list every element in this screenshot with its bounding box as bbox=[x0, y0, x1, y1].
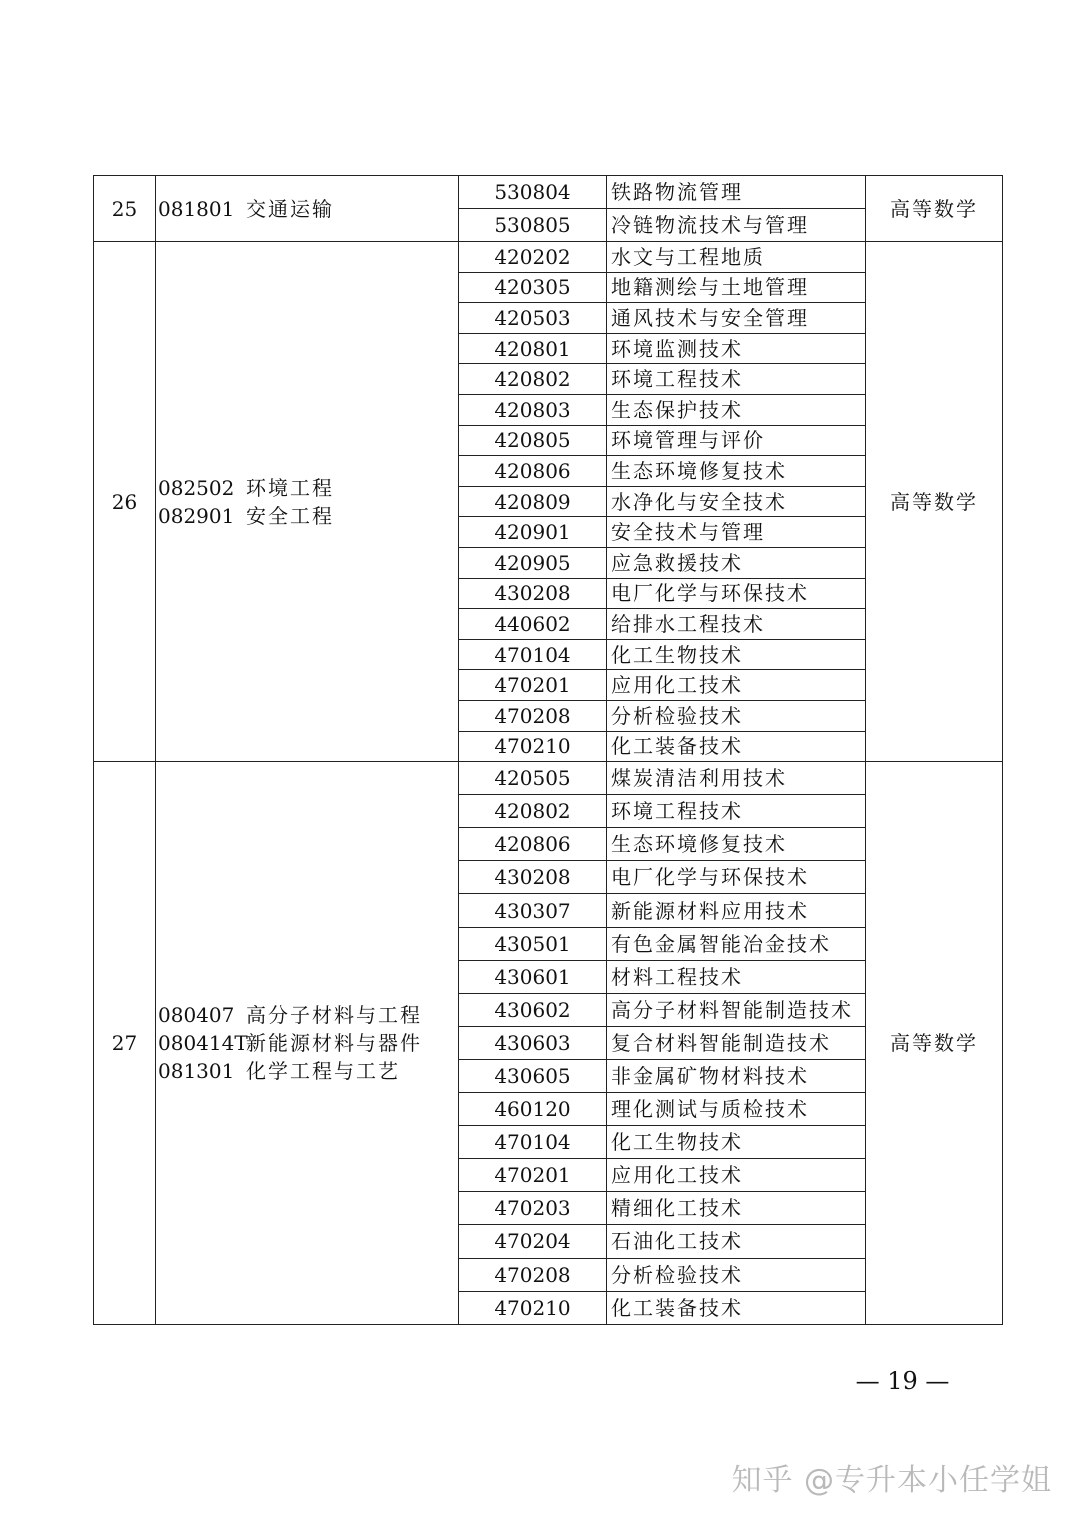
vocational-major-code: 470104 bbox=[459, 639, 607, 670]
group-number: 25 bbox=[94, 176, 156, 242]
undergrad-major-code: 080407 bbox=[158, 1002, 235, 1027]
vocational-major-code: 440602 bbox=[459, 609, 607, 640]
undergrad-major bbox=[158, 195, 458, 223]
vocational-major-name: 应用化工技术 bbox=[607, 670, 866, 701]
vocational-major-name: 环境管理与评价 bbox=[607, 425, 866, 456]
vocational-major-name: 给排水工程技术 bbox=[607, 609, 866, 640]
undergrad-major-code: 080414T bbox=[158, 1030, 248, 1055]
undergrad-major-name: 化学工程与工艺 bbox=[246, 1058, 400, 1083]
vocational-major-code: 470210 bbox=[459, 731, 607, 762]
vocational-major-name: 通风技术与安全管理 bbox=[607, 303, 866, 334]
vocational-major-name: 环境监测技术 bbox=[607, 333, 866, 364]
vocational-major-name: 生态保护技术 bbox=[607, 394, 866, 425]
undergrad-majors-cell bbox=[156, 762, 459, 1325]
vocational-major-code: 420905 bbox=[459, 547, 607, 578]
vocational-major-code: 470201 bbox=[459, 670, 607, 701]
vocational-major-code: 430208 bbox=[459, 578, 607, 609]
undergrad-major-code: 082901 bbox=[158, 503, 235, 528]
vocational-major-name: 精细化工技术 bbox=[607, 1192, 866, 1225]
undergrad-major-name: 高分子材料与工程 bbox=[246, 1002, 422, 1027]
exam-subject: 高等数学 bbox=[866, 242, 1003, 762]
vocational-major-name: 化工装备技术 bbox=[607, 731, 866, 762]
undergrad-major bbox=[158, 1029, 458, 1057]
table-body bbox=[94, 176, 1003, 1325]
vocational-major-name: 分析检验技术 bbox=[607, 1258, 866, 1291]
vocational-major-name: 理化测试与质检技术 bbox=[607, 1093, 866, 1126]
major-mapping-table bbox=[93, 175, 1003, 1325]
vocational-major-name: 环境工程技术 bbox=[607, 795, 866, 828]
undergrad-major bbox=[158, 502, 458, 530]
vocational-major-code: 420803 bbox=[459, 394, 607, 425]
vocational-major-name: 有色金属智能冶金技术 bbox=[607, 927, 866, 960]
vocational-major-name: 石油化工技术 bbox=[607, 1225, 866, 1258]
vocational-major-code: 430208 bbox=[459, 861, 607, 894]
vocational-major-code: 420806 bbox=[459, 828, 607, 861]
vocational-major-code: 470210 bbox=[459, 1291, 607, 1324]
vocational-major-name: 地籍测绘与土地管理 bbox=[607, 272, 866, 303]
vocational-major-code: 430601 bbox=[459, 960, 607, 993]
vocational-major-name: 复合材料智能制造技术 bbox=[607, 1026, 866, 1059]
exam-subject: 高等数学 bbox=[866, 762, 1003, 1325]
vocational-major-name: 安全技术与管理 bbox=[607, 517, 866, 548]
vocational-major-name: 化工生物技术 bbox=[607, 639, 866, 670]
vocational-major-name: 应急救援技术 bbox=[607, 547, 866, 578]
vocational-major-name: 冷链物流技术与管理 bbox=[607, 209, 866, 242]
vocational-major-name: 化工生物技术 bbox=[607, 1126, 866, 1159]
table-row bbox=[94, 762, 1003, 795]
vocational-major-name: 新能源材料应用技术 bbox=[607, 894, 866, 927]
vocational-major-code: 420809 bbox=[459, 486, 607, 517]
vocational-major-code: 420901 bbox=[459, 517, 607, 548]
watermark-text: 知乎 @专升本小任学姐 bbox=[731, 1463, 1052, 1498]
undergrad-major-code: 081801 bbox=[158, 196, 235, 221]
vocational-major-name: 煤炭清洁利用技术 bbox=[607, 762, 866, 795]
vocational-major-code: 470203 bbox=[459, 1192, 607, 1225]
vocational-major-code: 530805 bbox=[459, 209, 607, 242]
table-row bbox=[94, 242, 1003, 273]
vocational-major-name: 水净化与安全技术 bbox=[607, 486, 866, 517]
undergrad-major-name: 交通运输 bbox=[246, 196, 334, 221]
vocational-major-name: 化工装备技术 bbox=[607, 1291, 866, 1324]
undergrad-majors-cell bbox=[156, 176, 459, 242]
page-number: — 19 — bbox=[855, 1367, 950, 1395]
vocational-major-code: 420802 bbox=[459, 364, 607, 395]
undergrad-major-name: 安全工程 bbox=[246, 503, 334, 528]
vocational-major-name: 生态环境修复技术 bbox=[607, 828, 866, 861]
undergrad-major bbox=[158, 1001, 458, 1029]
vocational-major-name: 电厂化学与环保技术 bbox=[607, 861, 866, 894]
vocational-major-code: 420202 bbox=[459, 242, 607, 273]
vocational-major-name: 非金属矿物材料技术 bbox=[607, 1059, 866, 1092]
vocational-major-name: 水文与工程地质 bbox=[607, 242, 866, 273]
group-number: 27 bbox=[94, 762, 156, 1325]
vocational-major-code: 430605 bbox=[459, 1059, 607, 1092]
vocational-major-code: 470204 bbox=[459, 1225, 607, 1258]
undergrad-majors-cell bbox=[156, 242, 459, 762]
vocational-major-code: 420505 bbox=[459, 762, 607, 795]
vocational-major-code: 420806 bbox=[459, 456, 607, 487]
vocational-major-name: 生态环境修复技术 bbox=[607, 456, 866, 487]
vocational-major-code: 470104 bbox=[459, 1126, 607, 1159]
vocational-major-name: 分析检验技术 bbox=[607, 700, 866, 731]
exam-subject: 高等数学 bbox=[866, 176, 1003, 242]
vocational-major-code: 460120 bbox=[459, 1093, 607, 1126]
vocational-major-code: 420805 bbox=[459, 425, 607, 456]
undergrad-major bbox=[158, 474, 458, 502]
vocational-major-name: 材料工程技术 bbox=[607, 960, 866, 993]
vocational-major-name: 环境工程技术 bbox=[607, 364, 866, 395]
undergrad-major bbox=[158, 1057, 458, 1085]
vocational-major-code: 420802 bbox=[459, 795, 607, 828]
vocational-major-code: 470208 bbox=[459, 700, 607, 731]
table-row bbox=[94, 176, 1003, 209]
group-number: 26 bbox=[94, 242, 156, 762]
vocational-major-code: 420801 bbox=[459, 333, 607, 364]
undergrad-major-name: 环境工程 bbox=[246, 475, 334, 500]
undergrad-major-code: 081301 bbox=[158, 1058, 235, 1083]
undergrad-major-name: 新能源材料与器件 bbox=[246, 1030, 422, 1055]
vocational-major-name: 电厂化学与环保技术 bbox=[607, 578, 866, 609]
vocational-major-name: 高分子材料智能制造技术 bbox=[607, 993, 866, 1026]
vocational-major-code: 430307 bbox=[459, 894, 607, 927]
vocational-major-name: 铁路物流管理 bbox=[607, 176, 866, 209]
vocational-major-code: 430603 bbox=[459, 1026, 607, 1059]
vocational-major-code: 470208 bbox=[459, 1258, 607, 1291]
vocational-major-code: 430602 bbox=[459, 993, 607, 1026]
undergrad-major-code: 082502 bbox=[158, 475, 235, 500]
vocational-major-code: 420305 bbox=[459, 272, 607, 303]
vocational-major-code: 530804 bbox=[459, 176, 607, 209]
vocational-major-code: 470201 bbox=[459, 1159, 607, 1192]
vocational-major-code: 430501 bbox=[459, 927, 607, 960]
vocational-major-code: 420503 bbox=[459, 303, 607, 334]
vocational-major-name: 应用化工技术 bbox=[607, 1159, 866, 1192]
